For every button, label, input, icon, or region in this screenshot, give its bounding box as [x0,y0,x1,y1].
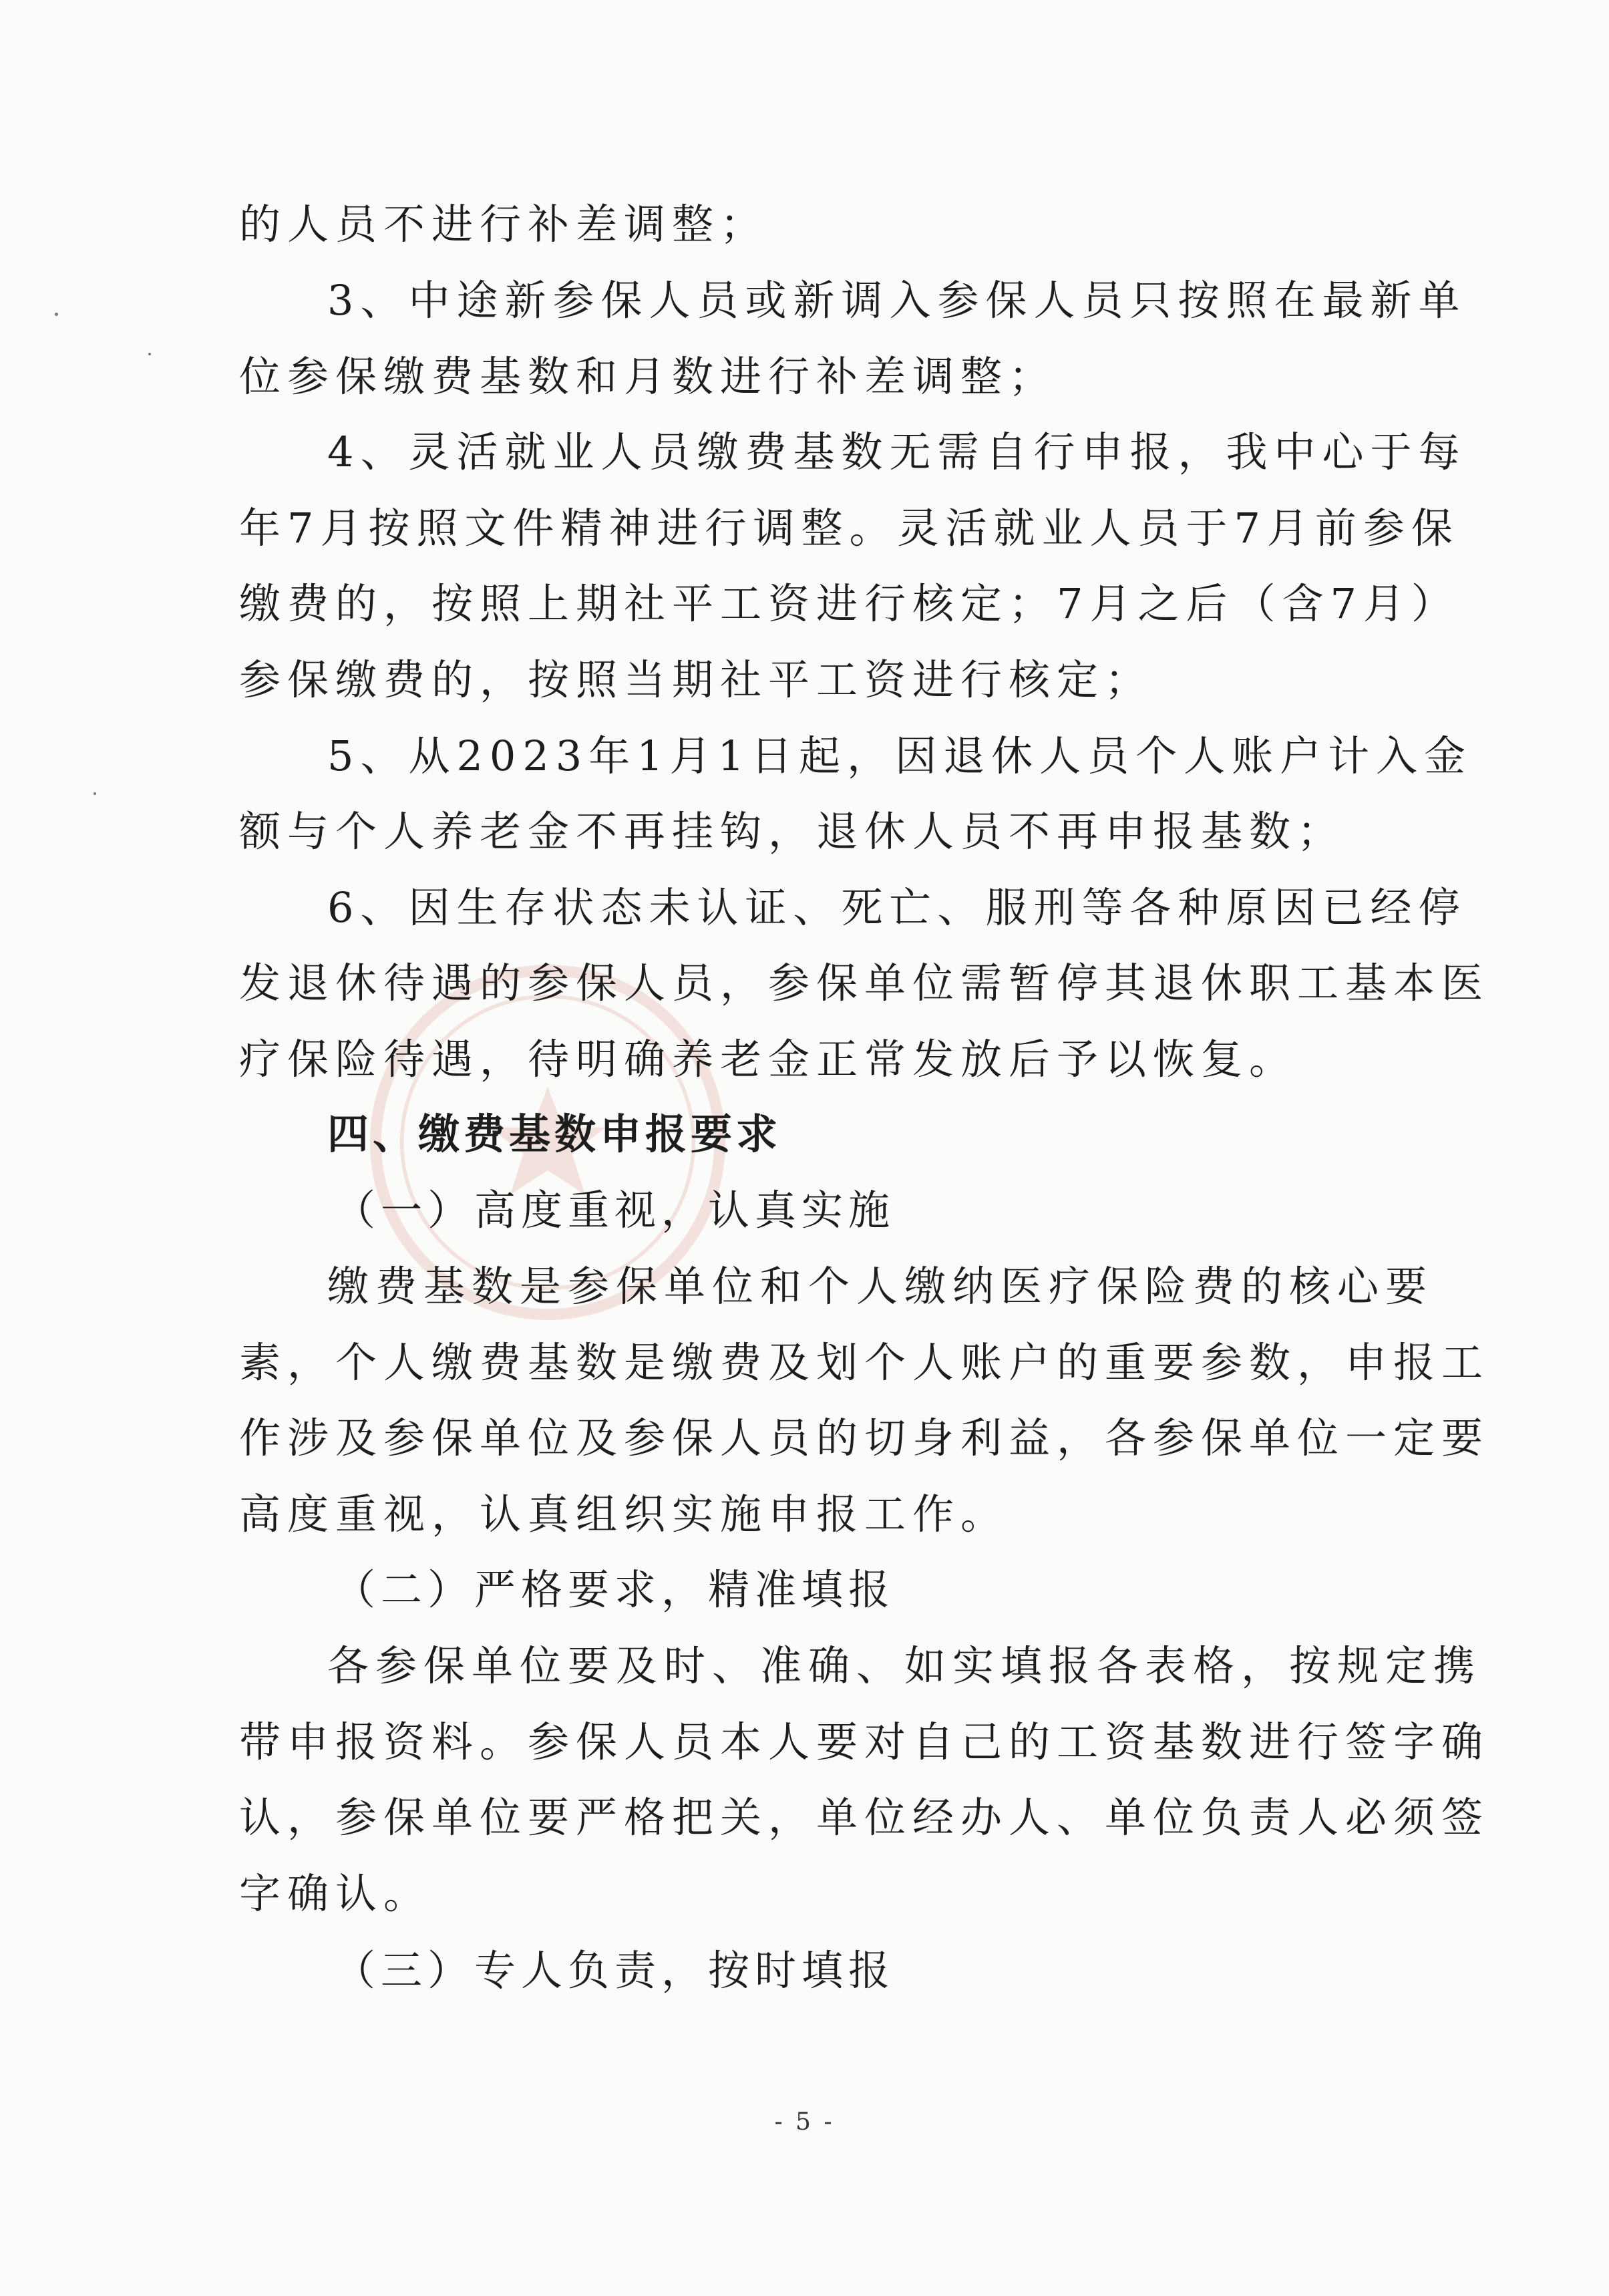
scan-speck [94,792,96,795]
paragraph-line: 的人员不进行补差调整； [239,200,769,249]
paragraph-line: 缴费基数是参保单位和个人缴纳医疗保险费的核心要 [327,1262,1434,1311]
section-heading: 四、缴费基数申报要求 [327,1110,782,1158]
paragraph-line: 带申报资料。参保人员本人要对自己的工资基数进行签字确 [239,1717,1490,1766]
paragraph-line: 缴费的，按照上期社平工资进行核定；7月之后（含7月） [239,579,1459,628]
paragraph-line: 发退休待遇的参保人员，参保单位需暂停其退休职工基本医 [239,959,1490,1007]
paragraph-line: 疗保险待遇，待明确养老金正常发放后予以恢复。 [239,1035,1298,1084]
scan-speck [148,353,151,355]
paragraph-line: 认，参保单位要严格把关，单位经办人、单位负责人必须签 [239,1793,1490,1842]
subsection-heading: （三）专人负责，按时填报 [334,1946,896,1995]
scan-speck [55,313,58,316]
paragraph-line: 6、因生存状态未认证、死亡、服刑等各种原因已经停 [327,883,1467,932]
page-number: - 5 - [774,2108,835,2136]
paragraph-line: 位参保缴费基数和月数进行补差调整； [239,352,1057,401]
paragraph-line: 各参保单位要及时、准确、如实填报各表格，按规定携 [327,1641,1482,1690]
paragraph-line: 高度重视，认真组织实施申报工作。 [239,1490,1009,1538]
paragraph-line: 字确认。 [239,1869,432,1918]
paragraph-line: 4、灵活就业人员缴费基数无需自行申报，我中心于每 [327,428,1467,476]
subsection-heading: （一）高度重视，认真实施 [334,1186,896,1235]
paragraph-line: 5、从2023年1月1日起，因退休人员个人账户计入金 [327,731,1473,780]
paragraph-line: 参保缴费的，按照当期社平工资进行核定； [239,655,1153,704]
paragraph-line: 3、中途新参保人员或新调入参保人员只按照在最新单 [327,276,1467,325]
paragraph-line: 额与个人养老金不再挂钩，退休人员不再申报基数； [239,807,1346,856]
subsection-heading: （二）严格要求，精准填报 [334,1565,896,1614]
paragraph-line: 素，个人缴费基数是缴费及划个人账户的重要参数，申报工 [239,1338,1490,1387]
paragraph-line: 年7月按照文件精神进行调整。灵活就业人员于7月前参保 [239,504,1459,552]
paragraph-line: 作涉及参保单位及参保人员的切身利益，各参保单位一定要 [239,1414,1490,1462]
